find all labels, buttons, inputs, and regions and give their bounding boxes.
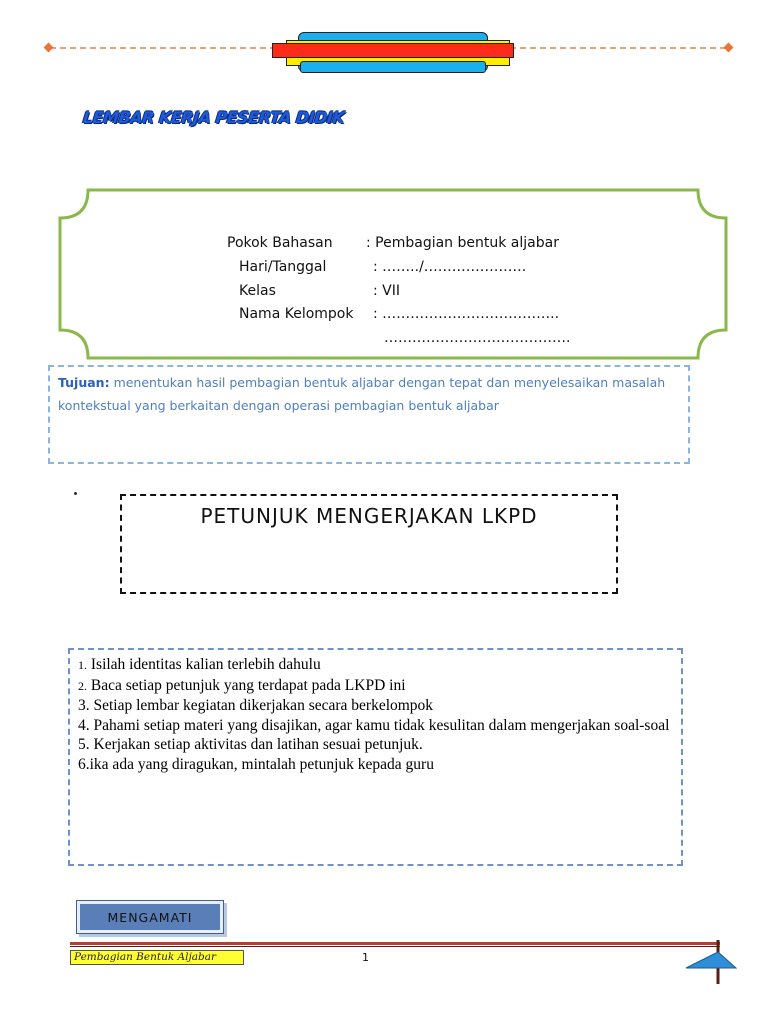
mengamati-section-button[interactable]: MENGAMATI	[76, 900, 224, 934]
document-title: LEMBAR KERJA PESERTA DIDIK	[82, 108, 346, 127]
banner-blue-lower	[300, 61, 486, 73]
identity-label-kelompok: Nama Kelompok	[239, 306, 354, 322]
footer-rule	[70, 942, 720, 945]
footer-topic-label: Pembagian Bentuk Aljabar	[70, 950, 244, 965]
instruction-item: 4. Pahami setiap materi yang disajikan, agar kamu tidak kesulitan dalam mengerjakan soal-soal	[78, 716, 670, 734]
identity-value-kelompok: : ………………………………..	[373, 306, 560, 322]
tujuan-text	[58, 371, 683, 417]
identity-label-pokok: Pokok Bahasan	[227, 235, 333, 251]
identity-label-tanggal: Hari/Tanggal	[239, 259, 327, 275]
page-number: 1	[362, 951, 369, 964]
banner-red	[272, 43, 514, 58]
flag-triangle-icon	[684, 938, 738, 984]
diamond-right	[724, 43, 734, 53]
instruction-item: 6.ika ada yang diragukan, mintalah petunjuk kepada guru	[78, 755, 434, 773]
instructions-list	[78, 655, 672, 774]
identity-label-kelas: Kelas	[239, 283, 276, 299]
identity-value-kelas: : VII	[373, 283, 401, 299]
footer-rule-thin	[70, 946, 720, 947]
diamond-left	[44, 43, 54, 53]
instruction-item: 5. Kerjakan setiap aktivitas dan latihan sesuai petunjuk.	[78, 736, 423, 753]
tujuan-content: menentukan hasil pembagian bentuk aljabar dengan tepat dan menyelesaikan masalah kontekstual yang berkaitan dengan operasi pembagian bentuk aljabar	[58, 375, 666, 413]
identity-value-pokok: : Pembagian bentuk aljabar	[366, 235, 559, 251]
bullet-dot	[74, 492, 77, 495]
tujuan-label: Tujuan:	[58, 375, 110, 390]
identity-extra-line: ………………………………….	[384, 330, 571, 346]
instruction-item: 3. Setiap lembar kegiatan dikerjakan secara berkelompok	[78, 697, 434, 714]
petunjuk-title: PETUNJUK MENGERJAKAN LKPD	[200, 504, 538, 528]
instruction-item: 2. Baca setiap petunjuk yang terdapat pada LKPD ini	[78, 676, 406, 694]
instruction-item: 1. Isilah identitas kalian terlebih dahulu	[78, 656, 321, 673]
identity-value-tanggal: : ……../………………….	[373, 259, 527, 275]
